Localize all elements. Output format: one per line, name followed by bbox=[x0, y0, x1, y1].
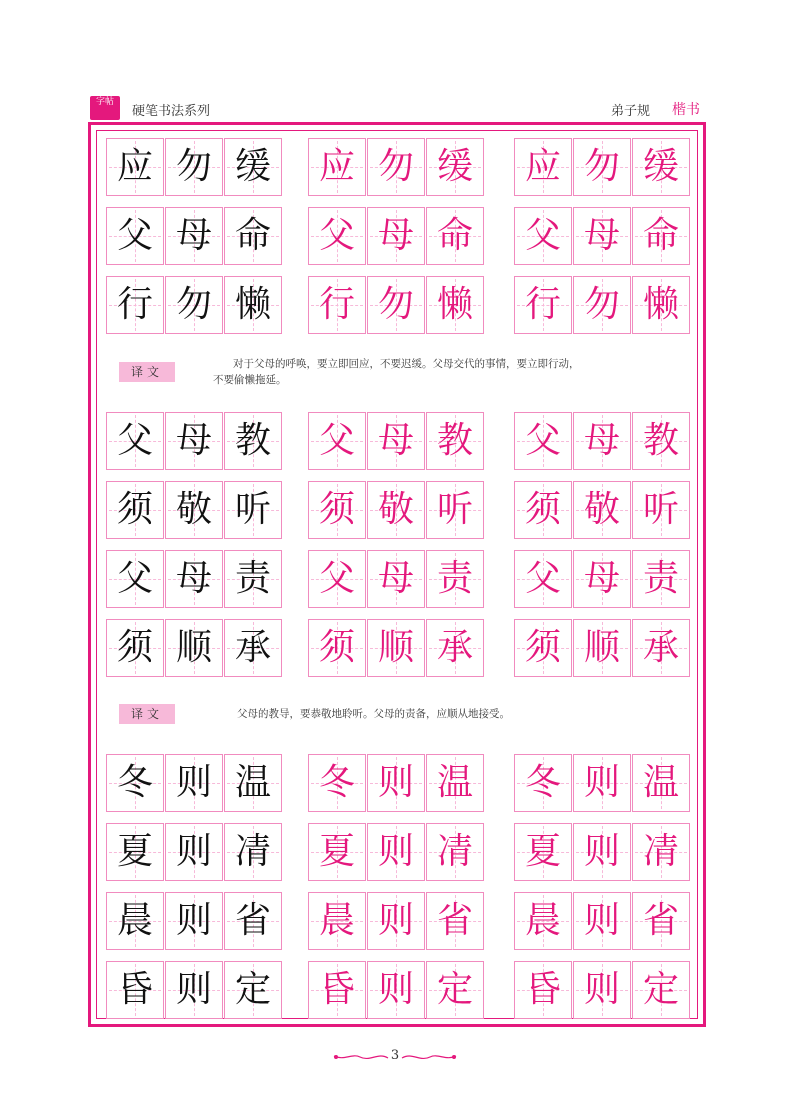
practice-cell bbox=[426, 619, 484, 677]
practice-cell bbox=[165, 481, 223, 539]
practice-cell bbox=[165, 276, 223, 334]
trace-character: 父 bbox=[524, 558, 561, 599]
practice-cell bbox=[224, 138, 282, 196]
trace-character: 则 bbox=[583, 900, 620, 941]
practice-cell bbox=[632, 207, 690, 265]
trace-character: 责 bbox=[642, 558, 679, 599]
practice-cell bbox=[514, 138, 572, 196]
trace-character: 承 bbox=[436, 627, 473, 668]
page-header bbox=[90, 96, 702, 122]
practice-cell bbox=[367, 754, 425, 812]
trace-character: 缓 bbox=[436, 146, 473, 187]
model-character: 昏 bbox=[116, 969, 153, 1010]
trace-character: 昏 bbox=[318, 969, 355, 1010]
trace-character: 父 bbox=[524, 215, 561, 256]
practice-cell bbox=[165, 207, 223, 265]
model-character: 须 bbox=[116, 489, 153, 530]
trace-character: 昏 bbox=[524, 969, 561, 1010]
practice-cell bbox=[573, 619, 631, 677]
model-character: 懒 bbox=[234, 284, 271, 325]
model-character: 冬 bbox=[116, 762, 153, 803]
practice-cell bbox=[308, 823, 366, 881]
practice-cell bbox=[367, 276, 425, 334]
practice-cell bbox=[632, 619, 690, 677]
trace-character: 父 bbox=[318, 558, 355, 599]
trace-character: 听 bbox=[642, 489, 679, 530]
model-character: 定 bbox=[234, 969, 271, 1010]
practice-cell bbox=[426, 412, 484, 470]
practice-cell bbox=[308, 481, 366, 539]
trace-character: 行 bbox=[318, 284, 355, 325]
practice-cell bbox=[106, 619, 164, 677]
model-character: 听 bbox=[234, 489, 271, 530]
model-character: 凊 bbox=[234, 831, 271, 872]
model-character: 命 bbox=[234, 215, 271, 256]
trace-character: 勿 bbox=[583, 146, 620, 187]
practice-cell bbox=[426, 138, 484, 196]
trace-character: 母 bbox=[583, 420, 620, 461]
practice-cell bbox=[308, 961, 366, 1019]
trace-character: 则 bbox=[377, 969, 414, 1010]
practice-cell bbox=[165, 754, 223, 812]
model-character: 须 bbox=[116, 627, 153, 668]
practice-cell bbox=[367, 481, 425, 539]
trace-character: 母 bbox=[377, 215, 414, 256]
translation-text-line1: 对于父母的呼唤，要立即回应，不要迟缓。父母交代的事情，要立即行动， bbox=[233, 358, 580, 370]
practice-cell bbox=[367, 892, 425, 950]
model-character: 母 bbox=[175, 558, 212, 599]
ornament-right-icon bbox=[400, 1050, 460, 1064]
practice-cell bbox=[426, 754, 484, 812]
practice-cell bbox=[514, 207, 572, 265]
practice-cell bbox=[426, 550, 484, 608]
trace-character: 顺 bbox=[377, 627, 414, 668]
practice-cell bbox=[165, 961, 223, 1019]
trace-character: 敬 bbox=[583, 489, 620, 530]
practice-cell bbox=[632, 276, 690, 334]
trace-character: 勿 bbox=[377, 284, 414, 325]
practice-cell bbox=[573, 207, 631, 265]
trace-character: 勿 bbox=[377, 146, 414, 187]
practice-cell bbox=[426, 823, 484, 881]
model-character: 勿 bbox=[175, 284, 212, 325]
practice-cell bbox=[165, 892, 223, 950]
practice-cell bbox=[573, 138, 631, 196]
translation-text-line1: 父母的教导，要恭敬地聆听。父母的责备，应顺从地接受。 bbox=[237, 708, 510, 720]
practice-cell bbox=[106, 276, 164, 334]
model-character: 母 bbox=[175, 215, 212, 256]
practice-cell bbox=[573, 961, 631, 1019]
practice-cell bbox=[224, 481, 282, 539]
practice-cell bbox=[224, 276, 282, 334]
practice-cell bbox=[367, 619, 425, 677]
practice-cell bbox=[308, 892, 366, 950]
trace-character: 省 bbox=[642, 900, 679, 941]
practice-cell bbox=[514, 961, 572, 1019]
model-character: 则 bbox=[175, 969, 212, 1010]
practice-cell bbox=[573, 276, 631, 334]
practice-cell bbox=[224, 754, 282, 812]
practice-cell bbox=[514, 892, 572, 950]
practice-cell bbox=[106, 961, 164, 1019]
practice-cell bbox=[165, 138, 223, 196]
practice-cell bbox=[632, 961, 690, 1019]
practice-cell bbox=[106, 481, 164, 539]
practice-cell bbox=[106, 207, 164, 265]
trace-character: 须 bbox=[318, 489, 355, 530]
practice-cell bbox=[632, 412, 690, 470]
practice-cell bbox=[514, 481, 572, 539]
practice-cell bbox=[308, 276, 366, 334]
trace-character: 定 bbox=[436, 969, 473, 1010]
trace-character: 须 bbox=[524, 489, 561, 530]
practice-cell bbox=[514, 754, 572, 812]
practice-cell bbox=[514, 823, 572, 881]
translation-label: 译文 bbox=[119, 704, 175, 724]
model-character: 晨 bbox=[116, 900, 153, 941]
trace-character: 定 bbox=[642, 969, 679, 1010]
practice-cell bbox=[224, 412, 282, 470]
series-title: 硬笔书法系列 bbox=[132, 104, 211, 119]
trace-character: 父 bbox=[524, 420, 561, 461]
trace-character: 责 bbox=[436, 558, 473, 599]
trace-character: 懒 bbox=[436, 284, 473, 325]
practice-cell bbox=[308, 550, 366, 608]
book-title: 弟子规 bbox=[610, 104, 650, 119]
trace-character: 顺 bbox=[583, 627, 620, 668]
trace-character: 教 bbox=[642, 420, 679, 461]
trace-character: 母 bbox=[377, 558, 414, 599]
trace-character: 冬 bbox=[318, 762, 355, 803]
practice-cell bbox=[573, 412, 631, 470]
trace-character: 母 bbox=[377, 420, 414, 461]
practice-cell bbox=[514, 619, 572, 677]
practice-cell bbox=[632, 754, 690, 812]
practice-cell bbox=[426, 961, 484, 1019]
practice-cell bbox=[106, 138, 164, 196]
model-character: 则 bbox=[175, 762, 212, 803]
practice-cell bbox=[573, 823, 631, 881]
translation-block-1 bbox=[97, 356, 697, 396]
practice-cell bbox=[573, 754, 631, 812]
model-character: 教 bbox=[234, 420, 271, 461]
practice-cell bbox=[106, 412, 164, 470]
practice-cell bbox=[426, 276, 484, 334]
practice-cell bbox=[367, 961, 425, 1019]
trace-character: 母 bbox=[583, 558, 620, 599]
practice-cell bbox=[367, 138, 425, 196]
practice-cell bbox=[632, 823, 690, 881]
trace-character: 命 bbox=[642, 215, 679, 256]
practice-cell bbox=[632, 550, 690, 608]
model-character: 敬 bbox=[175, 489, 212, 530]
practice-cell bbox=[224, 961, 282, 1019]
trace-character: 须 bbox=[318, 627, 355, 668]
practice-cell bbox=[308, 619, 366, 677]
practice-cell bbox=[165, 412, 223, 470]
trace-character: 懒 bbox=[642, 284, 679, 325]
practice-cell bbox=[165, 823, 223, 881]
model-character: 承 bbox=[234, 627, 271, 668]
practice-cell bbox=[106, 892, 164, 950]
trace-character: 父 bbox=[318, 420, 355, 461]
practice-cell bbox=[106, 754, 164, 812]
practice-cell bbox=[367, 550, 425, 608]
trace-character: 温 bbox=[642, 762, 679, 803]
model-character: 顺 bbox=[175, 627, 212, 668]
trace-character: 凊 bbox=[436, 831, 473, 872]
practice-cell bbox=[514, 276, 572, 334]
trace-character: 夏 bbox=[524, 831, 561, 872]
trace-character: 敬 bbox=[377, 489, 414, 530]
trace-character: 温 bbox=[436, 762, 473, 803]
trace-character: 听 bbox=[436, 489, 473, 530]
model-character: 则 bbox=[175, 900, 212, 941]
practice-cell bbox=[514, 550, 572, 608]
practice-cell bbox=[367, 823, 425, 881]
practice-cell bbox=[573, 892, 631, 950]
model-character: 父 bbox=[116, 215, 153, 256]
trace-character: 凊 bbox=[642, 831, 679, 872]
model-character: 夏 bbox=[116, 831, 153, 872]
practice-cell bbox=[426, 207, 484, 265]
practice-cell bbox=[426, 481, 484, 539]
trace-character: 须 bbox=[524, 627, 561, 668]
trace-character: 教 bbox=[436, 420, 473, 461]
trace-character: 则 bbox=[377, 831, 414, 872]
trace-character: 承 bbox=[642, 627, 679, 668]
practice-cell bbox=[308, 754, 366, 812]
trace-character: 应 bbox=[318, 146, 355, 187]
practice-cell bbox=[224, 892, 282, 950]
practice-cell bbox=[367, 207, 425, 265]
trace-character: 命 bbox=[436, 215, 473, 256]
trace-character: 勿 bbox=[583, 284, 620, 325]
trace-character: 则 bbox=[377, 900, 414, 941]
model-character: 勿 bbox=[175, 146, 212, 187]
logo-badge: 字帖 bbox=[90, 96, 120, 120]
model-character: 责 bbox=[234, 558, 271, 599]
practice-cell bbox=[308, 207, 366, 265]
model-character: 省 bbox=[234, 900, 271, 941]
practice-cell bbox=[632, 892, 690, 950]
translation-label: 译文 bbox=[119, 362, 175, 382]
practice-cell bbox=[308, 412, 366, 470]
practice-cell bbox=[224, 550, 282, 608]
translation-text-line2: 不要偷懒拖延。 bbox=[213, 374, 287, 386]
model-character: 温 bbox=[234, 762, 271, 803]
practice-cell bbox=[106, 823, 164, 881]
trace-character: 省 bbox=[436, 900, 473, 941]
style-label: 楷书 bbox=[672, 102, 700, 118]
trace-character: 缓 bbox=[642, 146, 679, 187]
practice-cell bbox=[165, 619, 223, 677]
trace-character: 晨 bbox=[524, 900, 561, 941]
practice-cell bbox=[106, 550, 164, 608]
practice-cell bbox=[165, 550, 223, 608]
trace-character: 则 bbox=[583, 762, 620, 803]
practice-cell bbox=[308, 138, 366, 196]
trace-character: 晨 bbox=[318, 900, 355, 941]
model-character: 母 bbox=[175, 420, 212, 461]
translation-block-2 bbox=[97, 704, 697, 728]
trace-character: 冬 bbox=[524, 762, 561, 803]
trace-character: 行 bbox=[524, 284, 561, 325]
trace-character: 则 bbox=[583, 969, 620, 1010]
practice-cell bbox=[573, 550, 631, 608]
trace-character: 则 bbox=[583, 831, 620, 872]
practice-cell bbox=[224, 619, 282, 677]
practice-cell bbox=[367, 412, 425, 470]
model-character: 父 bbox=[116, 558, 153, 599]
practice-cell bbox=[224, 207, 282, 265]
practice-cell bbox=[632, 481, 690, 539]
practice-cell bbox=[573, 481, 631, 539]
page-number: 3 bbox=[390, 1048, 400, 1063]
trace-character: 母 bbox=[583, 215, 620, 256]
practice-cell bbox=[632, 138, 690, 196]
model-character: 缓 bbox=[234, 146, 271, 187]
model-character: 应 bbox=[116, 146, 153, 187]
trace-character: 应 bbox=[524, 146, 561, 187]
trace-character: 父 bbox=[318, 215, 355, 256]
model-character: 父 bbox=[116, 420, 153, 461]
trace-character: 则 bbox=[377, 762, 414, 803]
trace-character: 夏 bbox=[318, 831, 355, 872]
model-character: 行 bbox=[116, 284, 153, 325]
practice-cell bbox=[224, 823, 282, 881]
practice-cell bbox=[514, 412, 572, 470]
practice-cell bbox=[426, 892, 484, 950]
model-character: 则 bbox=[175, 831, 212, 872]
